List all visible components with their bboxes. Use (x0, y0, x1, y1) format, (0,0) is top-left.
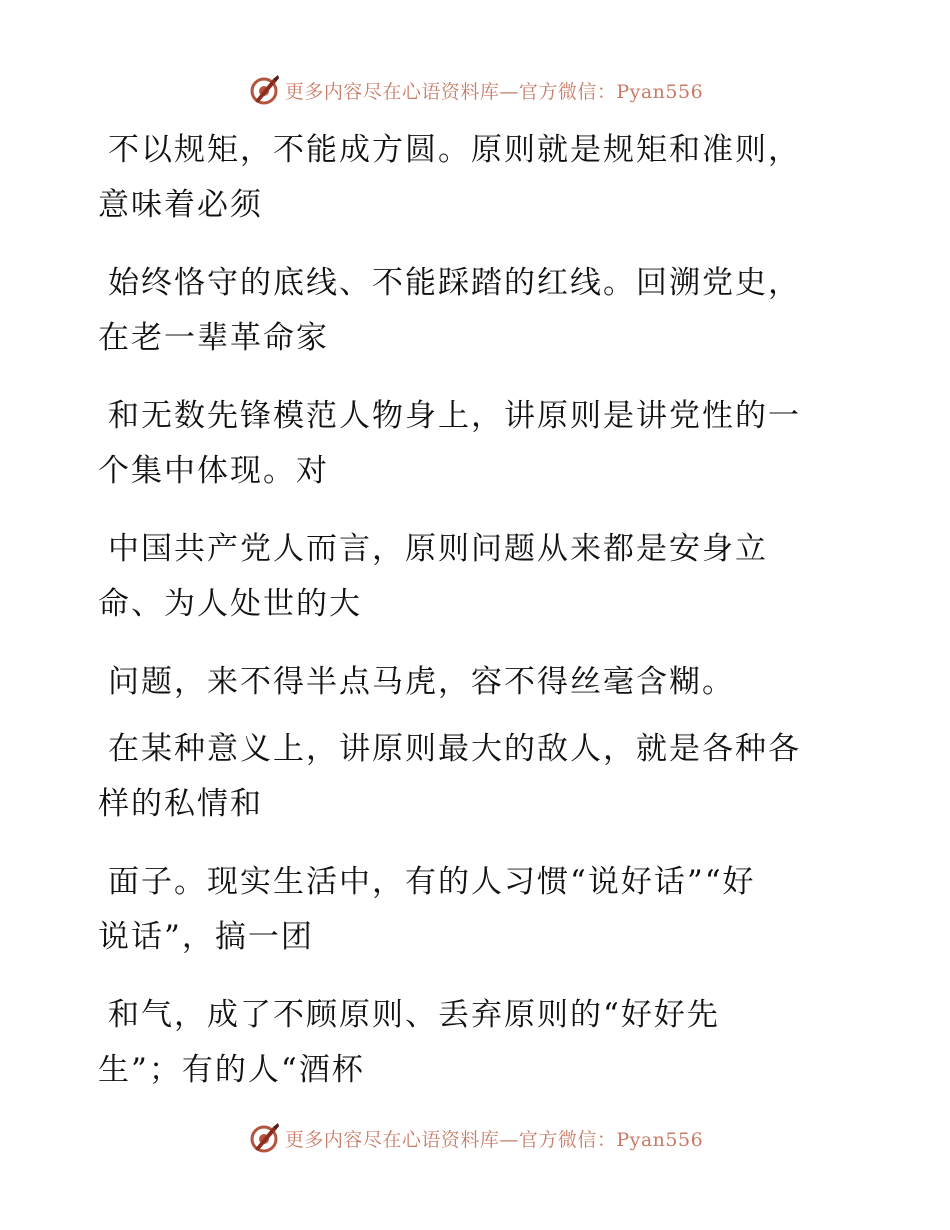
paragraph-line: 中国共产党人而言，原则问题从来都是安身立 (108, 531, 768, 567)
paragraph-line: 样的私情和 (98, 786, 263, 822)
paragraph-line: 命、为人处世的大 (98, 586, 362, 622)
paragraph-line: 说话”，搞一团 (98, 919, 314, 955)
header-banner-text: 更多内容尽在心语资料库—官方微信：Pyan556 (284, 80, 704, 103)
paragraph-line: 和气，成了不顾原则、丢弃原则的“好好先 (108, 997, 720, 1033)
paragraph-line: 问题，来不得半点马虎，容不得丝毫含糊。 (108, 664, 735, 700)
pen-logo-icon (247, 73, 281, 107)
paragraph-line: 生”；有的人“酒杯 (98, 1052, 365, 1088)
pen-logo-icon (247, 1121, 281, 1155)
paragraph-line: 面子。现实生活中，有的人习惯“说好话”“好 (108, 864, 756, 900)
paragraph-line: 在老一辈革命家 (98, 320, 329, 356)
footer-banner (0, 1118, 950, 1158)
footer-banner-text: 更多内容尽在心语资料库—官方微信：Pyan556 (284, 1128, 704, 1151)
paragraph-line: 不以规矩，不能成方圆。原则就是规矩和准则， (108, 132, 801, 168)
paragraph-line: 始终恪守的底线、不能踩踏的红线。回溯党史， (108, 265, 801, 301)
paragraph-line: 意味着必须 (98, 187, 263, 223)
paragraph-line: 个集中体现。对 (98, 453, 329, 489)
header-banner (0, 70, 950, 110)
paragraph-line: 在某种意义上，讲原则最大的敌人，就是各种各 (108, 731, 801, 767)
paragraph-line: 和无数先锋模范人物身上，讲原则是讲党性的一 (108, 398, 801, 434)
